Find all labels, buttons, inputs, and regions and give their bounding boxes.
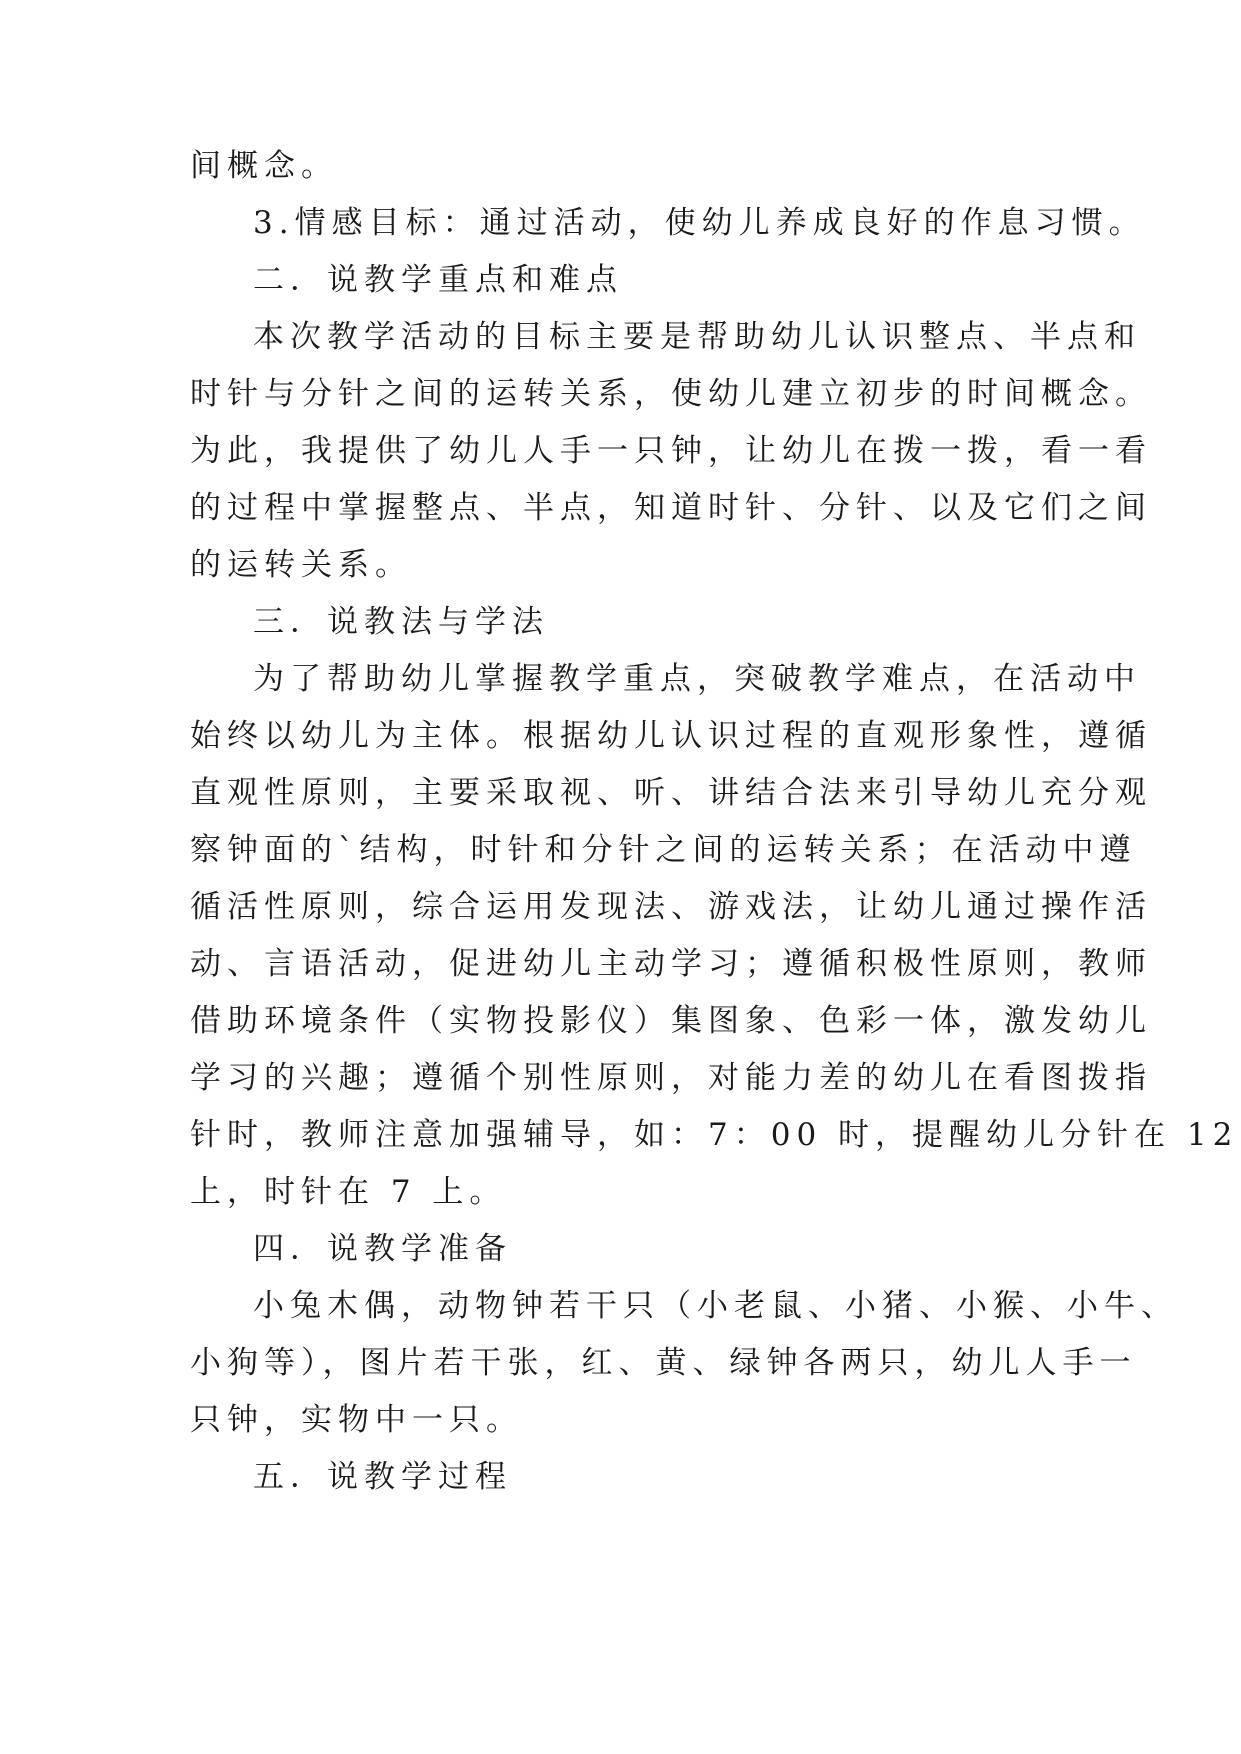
text-line: 间概念。	[190, 148, 338, 184]
text-line: 3.情感目标：通过活动，使幼儿养成良好的作息习惯。	[253, 205, 1146, 241]
text-line: 的过程中掌握整点、半点，知道时针、分针、以及它们之间	[190, 490, 1152, 526]
text-line: 察钟面的`结构，时针和分针之间的运转关系；在活动中遵	[190, 832, 1137, 868]
text-line: 循活性原则，综合运用发现法、游戏法，让幼儿通过操作活	[190, 889, 1152, 925]
text-line: 针时，教师注意加强辅导，如：7：00 时，提醒幼儿分针在 12	[190, 1117, 1239, 1153]
text-line: 上，时针在 7 上。	[190, 1174, 507, 1210]
text-line: 为此，我提供了幼儿人手一只钟，让幼儿在拨一拨，看一看	[190, 433, 1152, 469]
text-line: 小狗等），图片若干张，红、黄、绿钟各两只，幼儿人手一	[190, 1345, 1137, 1381]
text-line: 为了帮助幼儿掌握教学重点，突破教学难点，在活动中	[253, 661, 1141, 697]
text-line: 动、言语活动，促进幼儿主动学习；遵循积极性原则，教师	[190, 946, 1152, 982]
text-line: 直观性原则，主要采取视、听、讲结合法来引导幼儿充分观	[190, 775, 1152, 811]
section-heading-2: 二．说教学重点和难点	[253, 262, 623, 298]
text-line: 始终以幼儿为主体。根据幼儿认识过程的直观形象性，遵循	[190, 718, 1152, 754]
text-line: 借助环境条件（实物投影仪）集图象、色彩一体，激发幼儿	[190, 1003, 1152, 1039]
section-heading-5: 五．说教学过程	[253, 1459, 512, 1495]
section-heading-3: 三．说教法与学法	[253, 604, 549, 640]
text-line: 时针与分针之间的运转关系，使幼儿建立初步的时间概念。	[190, 376, 1152, 412]
text-line: 只钟，实物中一只。	[190, 1402, 523, 1438]
section-heading-4: 四．说教学准备	[253, 1231, 512, 1267]
text-line: 小兔木偶，动物钟若干只（小老鼠、小猪、小猴、小牛、	[253, 1288, 1178, 1324]
text-line: 学习的兴趣；遵循个别性原则，对能力差的幼儿在看图拨指	[190, 1060, 1152, 1096]
text-line: 的运转关系。	[190, 547, 412, 583]
text-line: 本次教学活动的目标主要是帮助幼儿认识整点、半点和	[253, 319, 1141, 355]
